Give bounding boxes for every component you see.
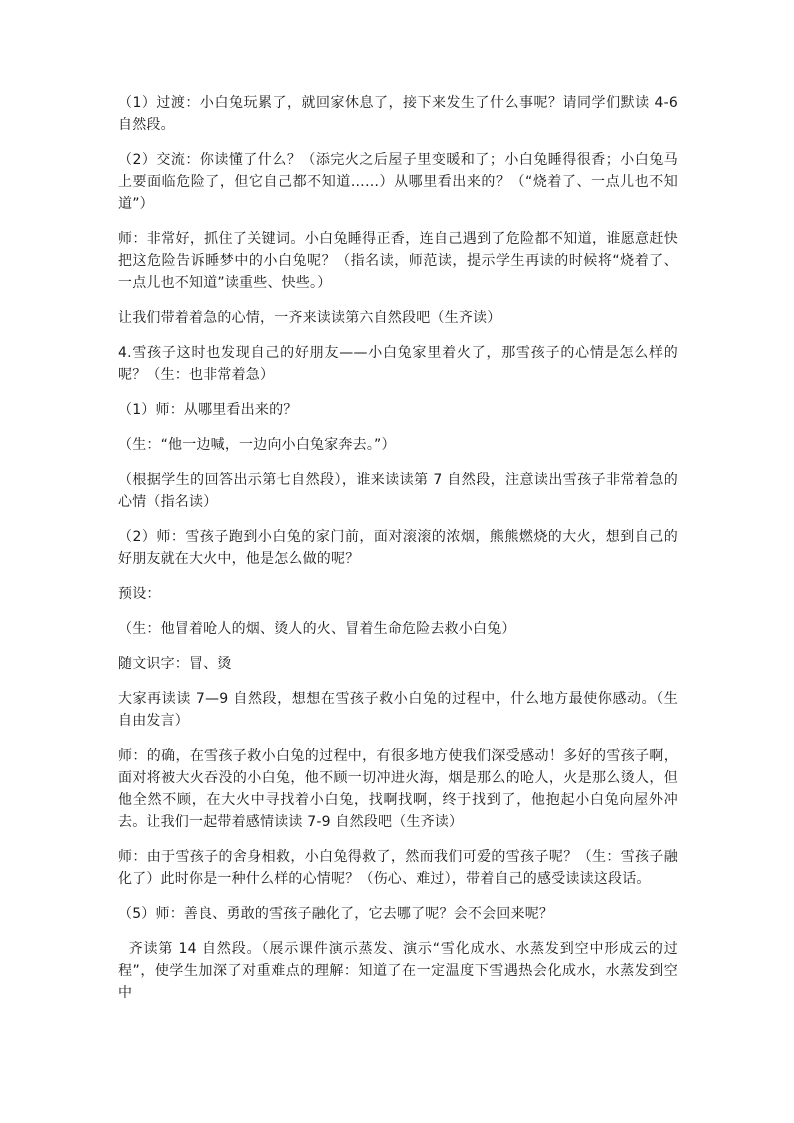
paragraph-teacher-question: （1）师：从哪里看出来的？ xyxy=(118,402,298,418)
paragraph-seventh: （根据学生的回答出示第七自然段），谁来读读第 7 自然段，注意读出雪孩子非常着急的心情（指名读） xyxy=(118,472,678,510)
paragraph-vocabulary: 随文识字：冒、烫 xyxy=(118,656,232,672)
paragraph-transition: （1）过渡：小白兔玩累了，就回家休息了，接下来发生了什么事呢？请同学们默读 4-6 自然段。 xyxy=(118,95,683,133)
paragraph-student-answer: （生：“他一边喊，一边向小白兔家奔去。”） xyxy=(118,437,396,453)
paragraph-reread: 大家再读读 7—9 自然段，想想在雪孩子救小白兔的过程中，什么地方最使你感动。（生自由发言） xyxy=(118,691,678,729)
paragraph-section-4: 4.雪孩子这时也发现自己的好朋友——小白兔家里着火了，那雪孩子的心情是怎么样的呢？（生：也非常着急） xyxy=(118,345,678,383)
paragraph-teacher-sacrifice: 师：由于雪孩子的舍身相救，小白兔得救了，然而我们可爱的雪孩子呢？（生：雪孩子融化了）此时你是一种什么样的心情呢？（伤心、难过），带着自己的感受读读这段话。 xyxy=(118,849,678,887)
paragraph-fourteenth: 齐读第 14 自然段。（展示课件演示蒸发、演示“雪化成水、水蒸发到空中形成云的过程”，使学生加深了对重难点的理解：知道了在一定温度下雪遇热会化成水，水蒸发到空中 xyxy=(118,941,678,1001)
paragraph-teacher-moving: 师：的确，在雪孩子救小白兔的过程中，有很多地方使我们深受感动！多好的雪孩子啊，面对将被大火吞没的小白兔，他不顾一切冲进火海，烟是那么的呛人，火是那么烫人，但他全然不顾，在大火中寻找着小白兔，找啊找啊，终于找到了，他抱起小白兔向屋外冲去。让我们一起带着感情读读 7-9 自然段吧（生齐读） xyxy=(118,748,678,830)
document-page xyxy=(118,92,683,1017)
paragraph-student-rescue: （生：他冒着呛人的烟、烫人的火、冒着生命危险去救小白兔） xyxy=(118,621,516,637)
paragraph-discussion: （2）交流：你读懂了什么？（添完火之后屋子里变暖和了；小白兔睡得很香；小白兔马上要面临危险了，但它自己都不知道……）从哪里看出来的？（“烧着了、一点儿也不知道”） xyxy=(118,152,678,212)
paragraph-preset: 预设： xyxy=(118,586,161,602)
paragraph-section-5: （5）师：善良、勇敢的雪孩子融化了，它去哪了呢？会不会回来呢？ xyxy=(118,906,554,922)
paragraph-teacher-keywords: 师：非常好，抓住了关键词。小白兔睡得正香，连自己遇到了危险都不知道，谁愿意赶快把这危险告诉睡梦中的小白兔呢？（指名读，师范读，提示学生再读的时候将“烧着了、一点儿也不知道”读重些、快些。） xyxy=(118,231,678,291)
paragraph-read-sixth: 让我们带着着急的心情，一齐来读读第六自然段吧（生齐读） xyxy=(118,310,502,326)
paragraph-teacher-door: （2）师：雪孩子跑到小白兔的家门前，面对滚滚的浓烟，熊熊燃烧的大火，想到自己的好朋友就在大火中，他是怎么做的呢？ xyxy=(118,529,678,567)
